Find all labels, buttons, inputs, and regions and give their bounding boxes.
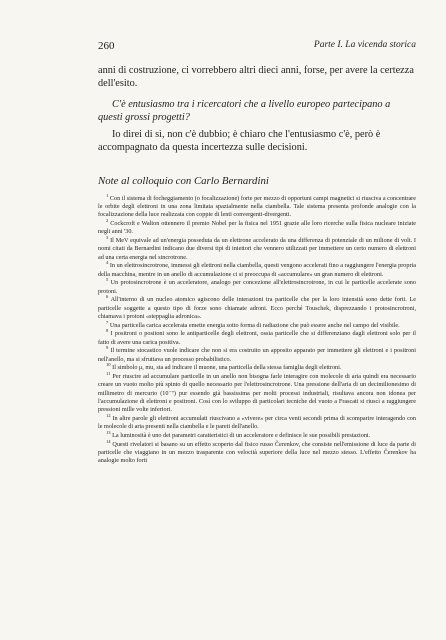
footnote-text: Il MeV equivale ad un'energia posseduta da un elettrone accelerato da una differenza di potenziale di un milione di volt. I nomi citati da Bernardini indicano due diversi tipi di iniettori che vennero utilizzati per immettere un certo numero di elettroni ad una certa energia nel sincrotrone.	[98, 237, 416, 261]
footnote-number: 6	[106, 294, 109, 300]
footnote	[98, 347, 416, 363]
footnote-number: 4	[106, 260, 109, 266]
footnote-number: 3	[106, 235, 109, 241]
page-header	[98, 40, 416, 54]
footnote	[98, 319, 416, 330]
footnote-text: Per riuscire ad accumulare particelle in un anello non bisogna farle interagire con molecole di aria quindi era necessario creare un vuoto molto più spinto di quello necessario per l'elettrosincrotrone. Una pressione dell'aria di un decimilionesimo di millimetro di mercurio (10⁻⁷) pur essendo già bassissima per molti processi industriali, risultava ancora non idonea per l'accumulazione di elettroni e positroni. Così con lo sviluppo di particolari tecniche del vuoto a Frascati si riuscì a raggiungere pressioni mille volte inferiori.	[98, 373, 417, 414]
footnote-number: 13	[106, 429, 111, 435]
footnote-number: 12	[106, 412, 111, 418]
footnote	[98, 296, 416, 321]
notes-heading: Note al colloquio con Carlo Bernardini	[98, 175, 269, 187]
footnotes-list	[98, 192, 417, 466]
footnote	[98, 237, 416, 262]
footnote-text: Un protosincrotrone è un acceleratore, analogo per concezione all'elettrosincrotrone, in cui le particelle accelerate sono protoni.	[98, 279, 416, 295]
footnote	[98, 438, 416, 466]
footnote-text: Il simbolo μ, mu, sta ad indicare il muone, una particella della stessa famiglia degli elettroni.	[112, 364, 342, 372]
footnote-number: 1	[106, 192, 109, 198]
footnote-text: La luminosità è uno dei parametri caratteristici di un acceleratore e definisce le sue possibili prestazioni.	[112, 431, 371, 439]
footnote-number: 7	[106, 319, 109, 325]
footnote-text: I positroni o positoni sono le antiparticelle degli elettroni, ossia particelle che si differenziano dagli elettroni solo per il fatto di avere una carica positiva.	[98, 330, 416, 346]
footnote-number: 8	[106, 328, 109, 334]
footnote-number: 9	[106, 345, 109, 351]
footnote	[98, 429, 416, 440]
footnote	[98, 364, 416, 372]
footnote-text: Una particella carica accelerata emette energia sotto forma di radiazione che può essere anche nel campo del visibile.	[109, 321, 400, 329]
footnote	[98, 373, 416, 414]
interview-answer: Io direi di sì, non c'è dubbio; è chiaro che l'entusiasmo c'è, però è accompagnato da questa incertezza sulle decisioni.	[98, 129, 381, 153]
footnote-text: In altre parole gli elettroni accumulati riuscivano a «vivere» per circa venti secondi prima di scomparire interagendo con le molecole di aria presenti nella ciambella e le pareti dell'anello.	[98, 414, 416, 431]
footnote	[98, 412, 416, 431]
footnote-number: 2	[106, 218, 109, 224]
footnote	[98, 192, 416, 220]
page-number: 260	[98, 40, 115, 52]
footnote-number: 14	[106, 438, 111, 444]
footnote-number: 5	[106, 277, 109, 283]
footnote-text: Cockcroft e Walton ottennero il premio Nobel per la fisica nel 1951 grazie alle loro ricerche sulla fisica nucleare iniziate negli anni '30.	[98, 220, 417, 236]
footnote-text: In un elettrosincrotrone, immessi gli elettroni nella ciambella, questi vengono accelerati fino a raggiungere l'energia propria della macchina, mentre in un anello di accumulazione ci si preoccupa di «accumulare» un gran numero di elettroni.	[98, 262, 417, 278]
footnote-text: Questi rivelatori si basano su un effetto scoperto dal fisico russo Čerenkov, che consiste nell'emissione di luce da parte di particelle che viaggiano in un mezzo trasparente con velocità superiore della luce nel mezzo stesso. L'effetto Čerenkov ha analogie molto forti	[98, 440, 416, 465]
footnote-text: All'interno di un nucleo atomico agiscono delle interazioni tra particelle che per la loro intensità sono dette forti. Le particelle soggette a questo tipo di forze sono chiamate adroni. Ecco perché Touschek, disprezzando i protosincrotroni, chiamava i protoni «steppaglia adronica».	[98, 296, 416, 320]
body-paragraph: anni di costruzione, ci vorrebbero altri dieci anni, forse, per avere la certezza dell'esito.	[98, 65, 414, 89]
interview-question: C'è entusiasmo tra i ricercatori che a livello europeo partecipano a questi grossi progetti?	[98, 99, 391, 123]
footnote-number: 10	[106, 362, 111, 368]
running-head: Parte I. La vicenda storica	[313, 40, 416, 50]
footnote	[98, 279, 416, 295]
footnote	[98, 262, 416, 278]
footnote	[98, 330, 416, 346]
footnote-text: Il termine stocastico vuole indicare che non si era costruito un apposito apparato per immettere gli elettroni e i positroni nell'anello, ma si sfruttava un processo probabilistico.	[98, 347, 416, 363]
footnote	[98, 220, 416, 236]
footnote-text: Con il sistema di focheggiamento (o focalizzazione) forte per mezzo di opportuni campi magnetici si riusciva a concentrare le orbite degli elettroni in una zona limitata spazialmente nella ciambella. Tale sistema presenta profonde analogie con la focalizzazione della luce realizzata con coppie di lenti convergenti-divergenti.	[98, 195, 416, 219]
footnote-number: 11	[106, 371, 111, 377]
